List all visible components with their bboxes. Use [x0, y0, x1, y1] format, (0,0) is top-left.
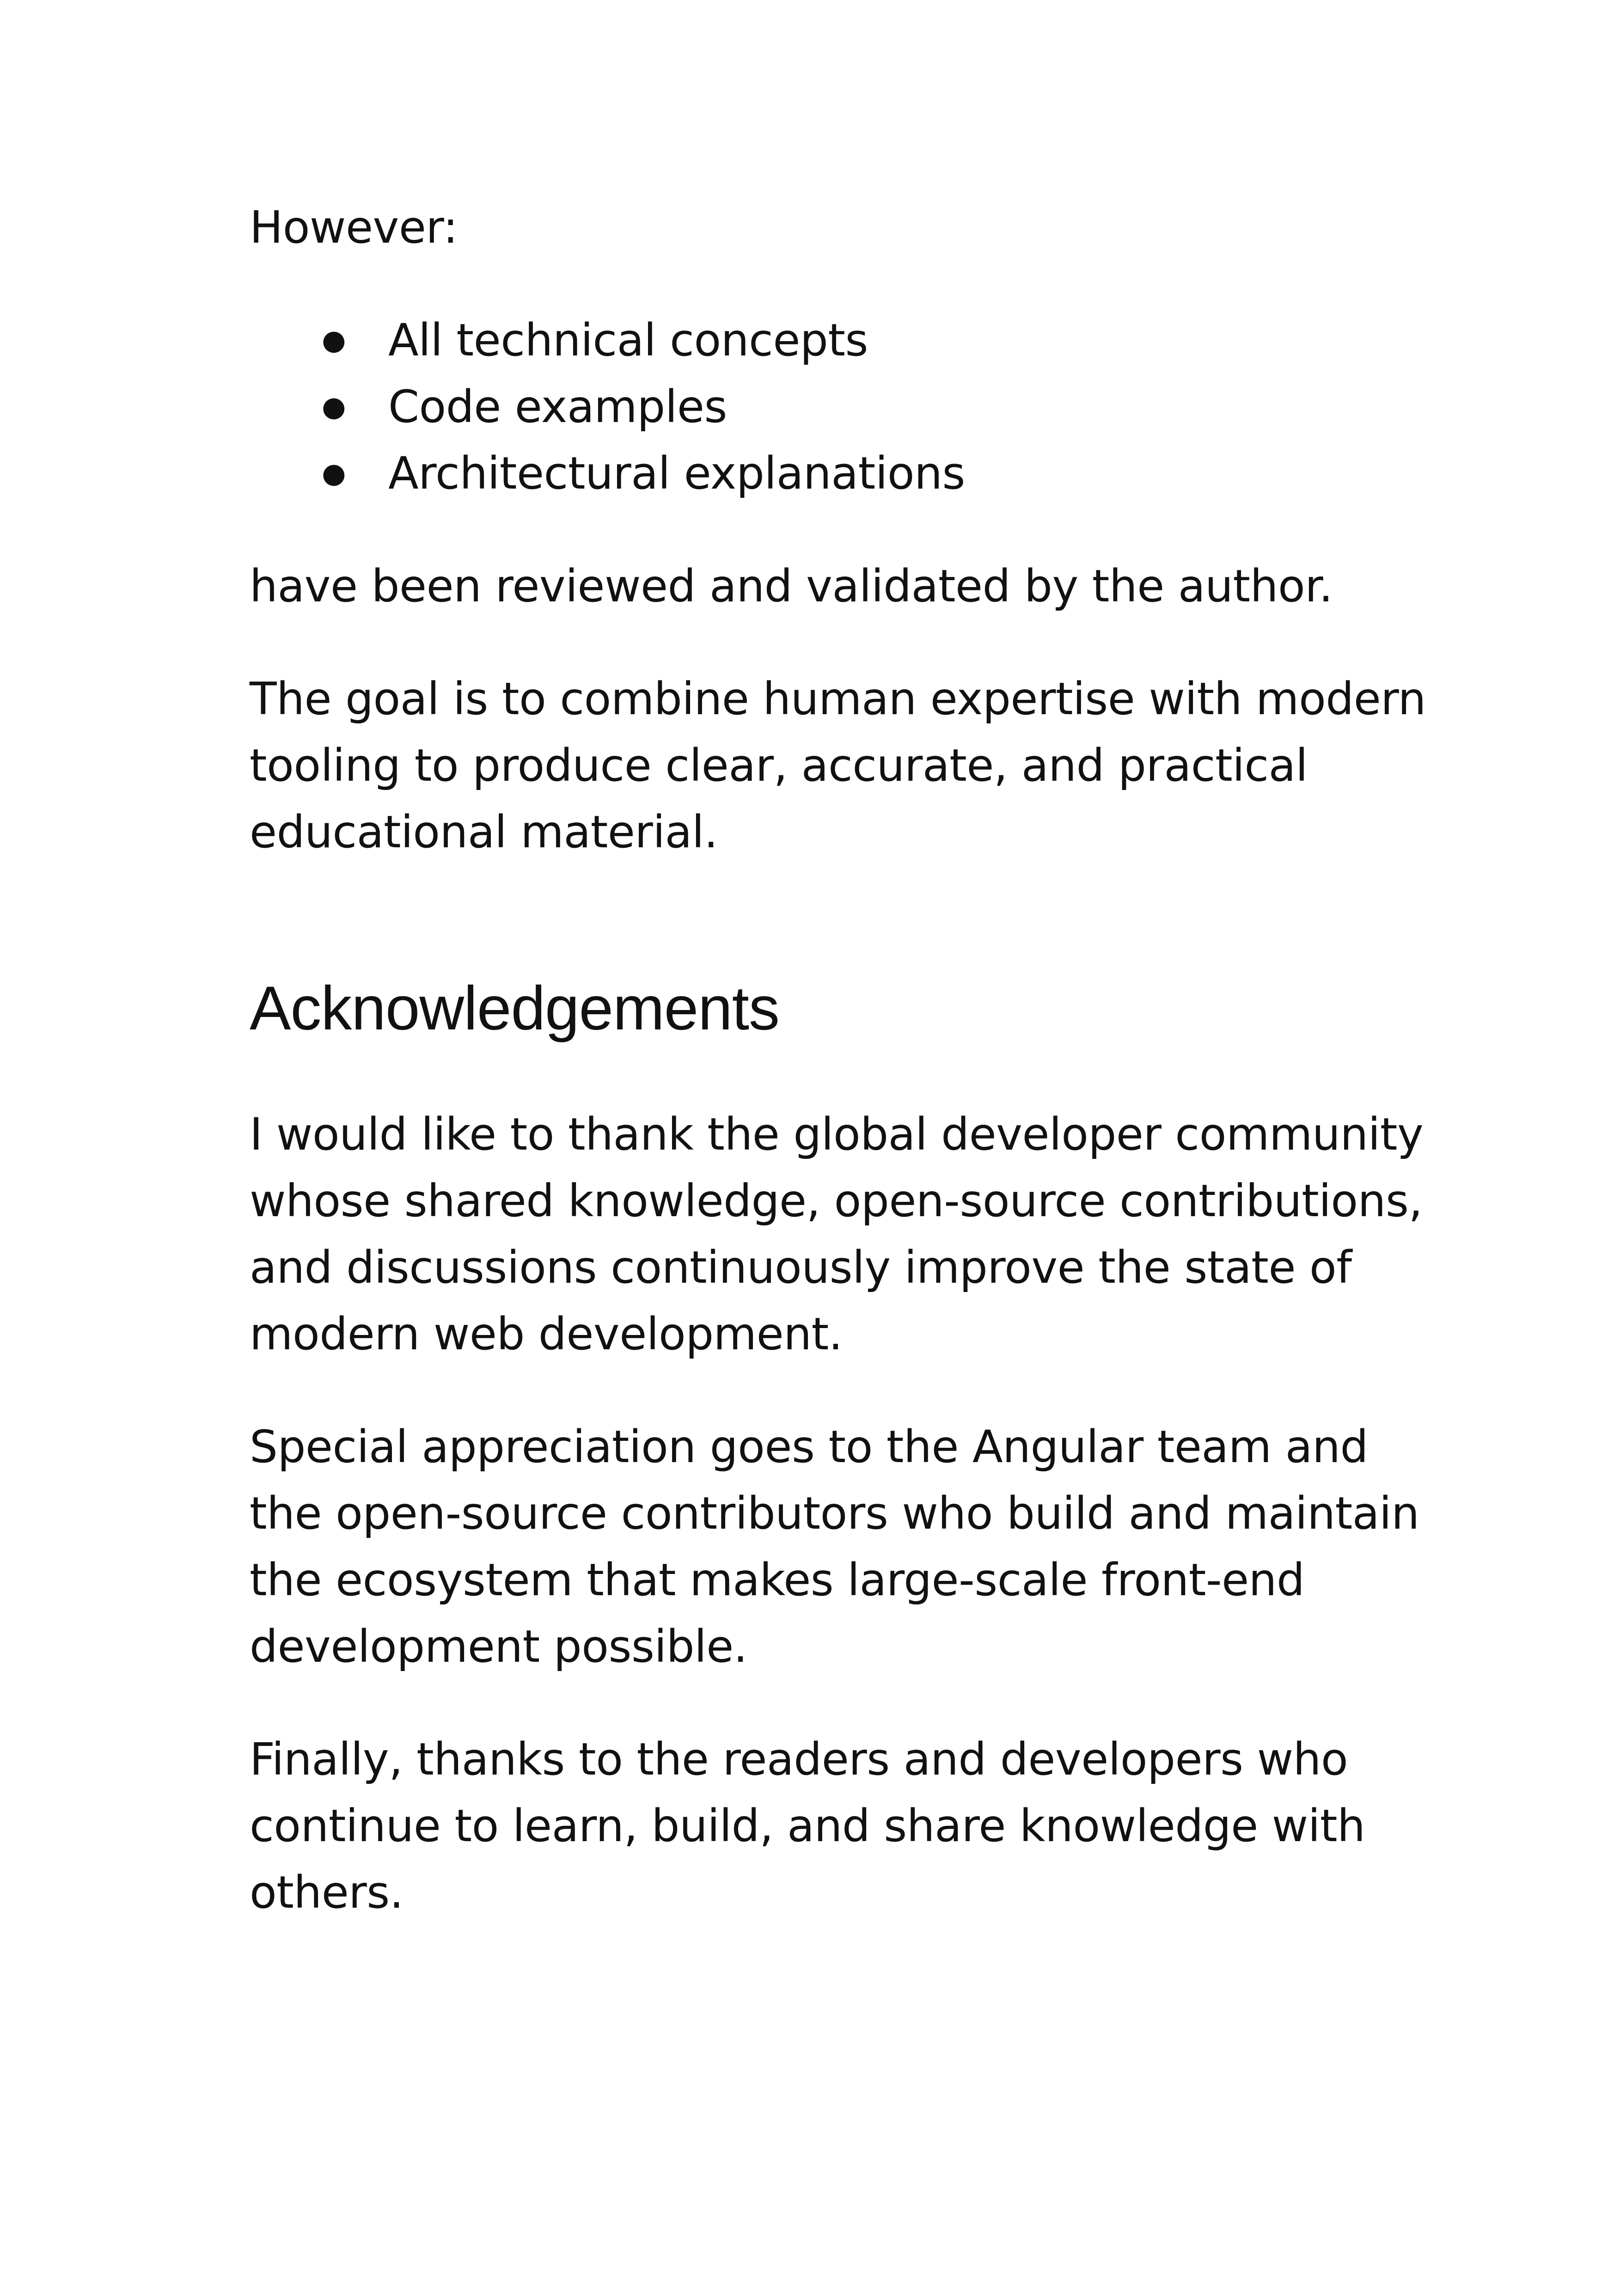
bullet-icon: ●	[322, 457, 346, 490]
list-item	[250, 373, 1433, 440]
lead-text: However:	[250, 202, 458, 253]
goal-paragraph: The goal is to combine human expertise with modern tooling to produce clear, accurate, and practical educational material.	[250, 673, 1426, 858]
list-item-text: All technical concepts	[388, 314, 868, 366]
follow-up-text: have been reviewed and validated by the author.	[250, 560, 1333, 612]
page-content	[250, 194, 1433, 1926]
acknowledgement-paragraph: I would like to thank the global developer community whose shared knowledge, open-source contributions, and discussions continuously improve the state of modern web development.	[250, 1108, 1424, 1360]
list-item	[250, 307, 1433, 373]
list-item	[250, 440, 1433, 507]
acknowledgement-paragraph: Finally, thanks to the readers and developers who continue to learn, build, and share knowledge with others.	[250, 1733, 1365, 1918]
bullet-list	[250, 307, 1433, 507]
list-item-text: Architectural explanations	[388, 447, 965, 499]
bullet-icon: ●	[322, 391, 346, 423]
section-heading: Acknowledgements	[250, 974, 779, 1043]
bullet-icon: ●	[322, 324, 346, 356]
list-item-text: Code examples	[388, 381, 727, 433]
acknowledgement-paragraph: Special appreciation goes to the Angular team and the open-source contributors who build and maintain the ecosystem that makes large-scale front-end development possible.	[250, 1421, 1419, 1672]
